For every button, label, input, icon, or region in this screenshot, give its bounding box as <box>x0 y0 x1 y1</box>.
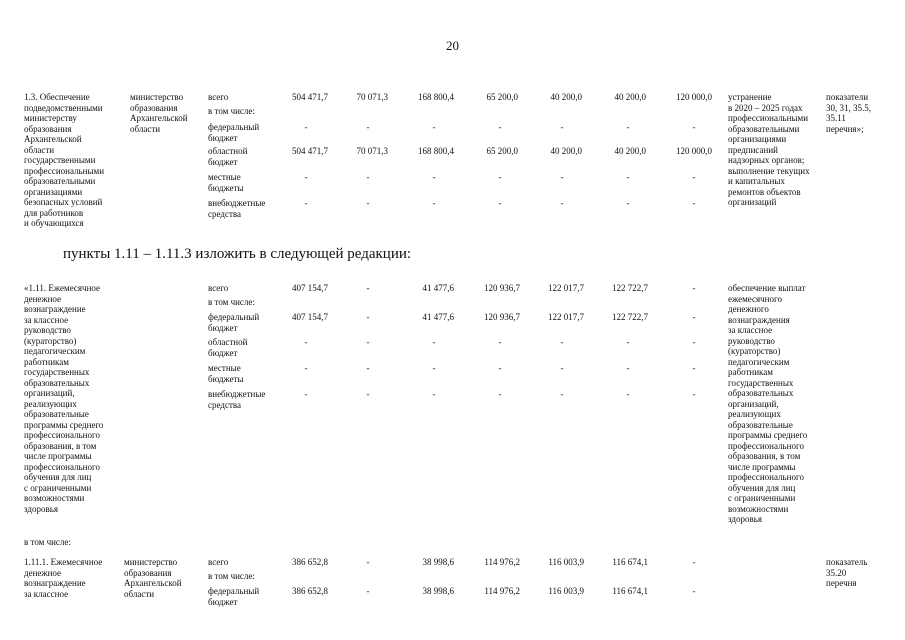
value-cell: 122 017,7 <box>548 283 584 293</box>
measure-1-3: 1.3. Обеспечение подведомственными министерству образования Архангельской области государственными профессиональными образовательными организациями безопасных условий для работников и обучающихся <box>24 92 105 228</box>
source-federal: федеральный бюджет <box>208 586 260 607</box>
value-cell: 116 003,9 <box>548 586 584 596</box>
value-cell: - <box>560 363 564 373</box>
source-extrabudget: внебюджетные средства <box>208 389 266 410</box>
measure-1-11: «1.11. Ежемесячное денежное вознаграждение за классное руководство (кураторство) педагогическим работникам государственных образовательных организаций, реализующих образовательные программы среднего профессионального образования, в том числе программы профессионального обучения для лиц с ограниченными возможностями здоровья <box>24 283 104 514</box>
value-cell: 114 976,2 <box>484 557 520 567</box>
value-cell: 40 200,0 <box>614 92 646 102</box>
value-cell: 120 936,7 <box>484 283 520 293</box>
value-cell: 116 674,1 <box>612 586 648 596</box>
value-cell: 38 998,6 <box>422 557 454 567</box>
value-cell: - <box>692 389 696 399</box>
value-cell: 120 000,0 <box>676 92 712 102</box>
measure-1-11-1: 1.11.1. Ежемесячное денежное вознаграждение за классное <box>24 557 103 599</box>
value-cell: 114 976,2 <box>484 586 520 596</box>
source-federal: федеральный бюджет <box>208 122 260 143</box>
executor-1-11-1: министерство образования Архангельской области <box>124 557 182 599</box>
source-total: всего <box>208 283 229 293</box>
source-federal: федеральный бюджет <box>208 312 260 333</box>
value-cell: 41 477,6 <box>422 283 454 293</box>
value-cell: - <box>560 198 564 208</box>
value-cell: 70 071,3 <box>356 146 388 156</box>
value-cell: 386 652,8 <box>292 557 328 567</box>
value-cell: - <box>626 337 630 347</box>
value-cell: - <box>366 557 370 567</box>
source-total: всего <box>208 557 229 567</box>
value-cell: - <box>626 389 630 399</box>
value-cell: - <box>366 122 370 132</box>
value-cell: - <box>692 172 696 182</box>
value-cell: 70 071,3 <box>356 92 388 102</box>
source-local: местные бюджеты <box>208 363 244 384</box>
value-cell: - <box>304 363 308 373</box>
value-cell: - <box>692 198 696 208</box>
value-cell: 386 652,8 <box>292 586 328 596</box>
value-cell: - <box>366 337 370 347</box>
value-cell: - <box>432 172 436 182</box>
value-cell: - <box>366 312 370 322</box>
in-that-label: в том числе: <box>24 537 71 547</box>
value-cell: - <box>626 122 630 132</box>
page-number: 20 <box>446 38 459 53</box>
value-cell: - <box>432 389 436 399</box>
value-cell: 120 936,7 <box>484 312 520 322</box>
source-total: всего <box>208 92 229 102</box>
value-cell: - <box>692 586 696 596</box>
value-cell: - <box>304 122 308 132</box>
value-cell: - <box>432 198 436 208</box>
value-cell: 40 200,0 <box>614 146 646 156</box>
value-cell: 65 200,0 <box>486 146 518 156</box>
source-regional: областной бюджет <box>208 146 248 167</box>
value-cell: - <box>692 122 696 132</box>
value-cell: - <box>432 363 436 373</box>
value-cell: - <box>304 337 308 347</box>
value-cell: - <box>498 337 502 347</box>
value-cell: 407 154,7 <box>292 283 328 293</box>
value-cell: - <box>366 586 370 596</box>
value-cell: - <box>692 337 696 347</box>
source-including: в том числе: <box>208 297 255 307</box>
value-cell: - <box>626 198 630 208</box>
value-cell: 116 003,9 <box>548 557 584 567</box>
value-cell: - <box>366 389 370 399</box>
value-cell: - <box>560 337 564 347</box>
value-cell: - <box>498 363 502 373</box>
value-cell: - <box>626 172 630 182</box>
source-including: в том числе: <box>208 571 255 581</box>
value-cell: - <box>560 389 564 399</box>
result-1-3: устранение в 2020 – 2025 годах профессиональными образовательными организациями предписаний надзорных органов; выполнение текущих и капитальных ремонтов объектов организаций <box>728 92 810 207</box>
value-cell: - <box>432 122 436 132</box>
value-cell: - <box>366 198 370 208</box>
executor-1-3: министерство образования Архангельской области <box>130 92 188 134</box>
source-extrabudget: внебюджетные средства <box>208 198 266 219</box>
value-cell: - <box>560 122 564 132</box>
value-cell: - <box>366 283 370 293</box>
source-local: местные бюджеты <box>208 172 244 193</box>
value-cell: 122 017,7 <box>548 312 584 322</box>
value-cell: - <box>692 283 696 293</box>
value-cell: 120 000,0 <box>676 146 712 156</box>
value-cell: 504 471,7 <box>292 146 328 156</box>
value-cell: - <box>304 172 308 182</box>
value-cell: 38 998,6 <box>422 586 454 596</box>
value-cell: - <box>626 363 630 373</box>
value-cell: 504 471,7 <box>292 92 328 102</box>
result-1-11: обеспечение выплат ежемесячного денежного вознаграждения за классное руководство (кураторство) педагогическим работникам государственных образовательных организаций, реализующих образовательные программы среднего профессионального образования, в том числе программы профессионального обучения для лиц с ограниченными возможностями здоровья <box>728 283 808 524</box>
value-cell: - <box>692 312 696 322</box>
value-cell: - <box>498 198 502 208</box>
indicator-1-3: показатели 30, 31, 35.5, 35.11 перечня»; <box>826 92 871 134</box>
value-cell: 122 722,7 <box>612 312 648 322</box>
value-cell: 41 477,6 <box>422 312 454 322</box>
value-cell: 168 800,4 <box>418 92 454 102</box>
value-cell: - <box>498 172 502 182</box>
value-cell: - <box>692 363 696 373</box>
value-cell: 116 674,1 <box>612 557 648 567</box>
value-cell: 168 800,4 <box>418 146 454 156</box>
value-cell: - <box>498 389 502 399</box>
value-cell: - <box>366 172 370 182</box>
value-cell: - <box>692 557 696 567</box>
value-cell: 407 154,7 <box>292 312 328 322</box>
value-cell: 65 200,0 <box>486 92 518 102</box>
value-cell: - <box>498 122 502 132</box>
value-cell: - <box>432 337 436 347</box>
value-cell: - <box>304 389 308 399</box>
value-cell: - <box>304 198 308 208</box>
source-including: в том числе: <box>208 106 255 116</box>
source-regional: областной бюджет <box>208 337 248 358</box>
value-cell: 40 200,0 <box>550 92 582 102</box>
value-cell: 122 722,7 <box>612 283 648 293</box>
value-cell: - <box>560 172 564 182</box>
amendment-instruction: пункты 1.11 – 1.11.3 изложить в следующей редакции: <box>63 246 412 262</box>
indicator-1-11-1: показатель 35.20 перечня <box>826 557 868 588</box>
value-cell: - <box>366 363 370 373</box>
value-cell: 40 200,0 <box>550 146 582 156</box>
